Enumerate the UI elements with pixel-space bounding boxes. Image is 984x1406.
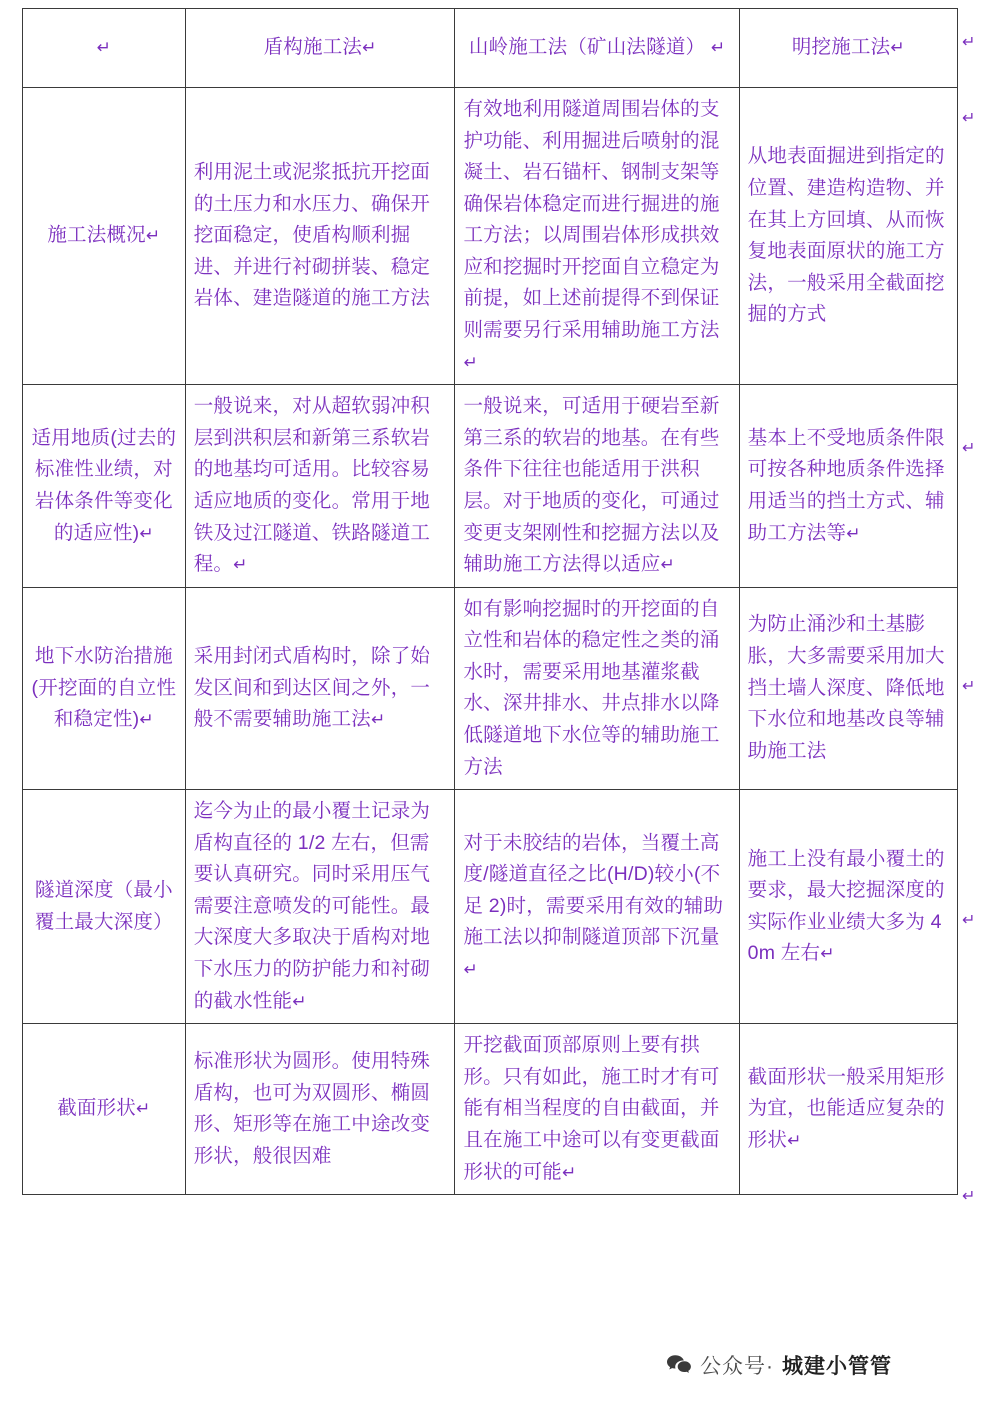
comparison-table (22, 8, 958, 1195)
cell-geology-shield: 一般说来，对从超软弱冲积层到洪积层和新第三系软岩的地基均可适用。比较容易适应地质的变化。常用于地铁及过江隧道、铁路隧道工程。↵ (185, 385, 455, 587)
cell-depth-cutandcover: 施工上没有最小覆土的要求，最大挖掘深度的实际作业业绩大多为 40m 左右↵ (739, 790, 957, 1024)
cell-groundwater-cutandcover: 为防止涌沙和土基膨胀，大多需要采用加大挡土墙人深度、降低地下水位和地基改良等辅助施工法 (739, 587, 957, 789)
footer-brand-name: 城建小管管 (782, 1355, 892, 1378)
table-row (23, 790, 958, 1024)
row-header-overview: 施工法概况↵ (23, 88, 186, 385)
page-bottom-edge (0, 1388, 984, 1406)
cell-overview-shield: 利用泥土或泥浆抵抗开挖面的土压力和水压力、确保开挖面稳定，使盾构顺利掘进、并进行衬砌拼装、稳定岩体、建造隧道的施工方法 (185, 88, 455, 385)
footer-prefix: 公众号· (700, 1355, 774, 1378)
cell-groundwater-mountain: 如有影响挖掘时的开挖面的自立性和岩体的稳定性之类的涌水时，需要采用地基灌浆截水、深井排水、井点排水以降低隧道地下水位等的辅助施工方法 (455, 587, 739, 789)
margin-paragraph-marks: ↵ ↵ ↵ ↵ ↵ ↵ (962, 34, 976, 1205)
footer-brand (666, 1350, 892, 1380)
column-header-mountain: 山岭施工法（矿山法隧道） ↵ (455, 9, 739, 88)
column-header-shield: 盾构施工法↵ (185, 9, 455, 88)
row-header-depth: 隧道深度（最小覆土最大深度） (23, 790, 186, 1024)
table-corner-cell: ↵ (23, 9, 186, 88)
table-row (23, 587, 958, 789)
table-row (23, 1024, 958, 1195)
cell-shape-cutandcover: 截面形状一般采用矩形为宜，也能适应复杂的形状↵ (739, 1024, 957, 1195)
column-header-cutandcover: 明挖施工法↵ (739, 9, 957, 88)
row-header-section-shape: 截面形状↵ (23, 1024, 186, 1195)
cell-geology-mountain: 一般说来，可适用于硬岩至新第三系的软岩的地基。在有些条件下往往也能适用于洪积层。对于地质的变化，可通过变更支架刚性和挖掘方法以及辅助施工方法得以适应↵ (455, 385, 739, 587)
document-page (0, 8, 984, 1406)
table-header-row (23, 9, 958, 88)
cell-depth-mountain: 对于未胶结的岩体，当覆土高度/隧道直径之比(H/D)较小(不足 2)时，需要采用有效的辅助施工法以抑制隧道顶部下沉量↵ (455, 790, 739, 1024)
cell-overview-cutandcover: 从地表面掘进到指定的位置、建造构造物、并在其上方回填、从而恢复地表面原状的施工方法，一般采用全截面挖掘的方式 (739, 88, 957, 385)
cell-depth-shield: 迄今为止的最小覆土记录为盾构直径的 1/2 左右，但需要认真研究。同时采用压气需要注意喷发的可能性。最大深度大多取决于盾构对地下水压力的防护能力和衬砌的截水性能↵ (185, 790, 455, 1024)
cell-groundwater-shield: 采用封闭式盾构时，除了始发区间和到达区间之外，一般不需要辅助施工法↵ (185, 587, 455, 789)
cell-shape-shield: 标准形状为圆形。使用特殊盾构，也可为双圆形、椭圆形、矩形等在施工中途改变形状，般很因难 (185, 1024, 455, 1195)
table-row (23, 385, 958, 587)
cell-overview-mountain: 有效地利用隧道周围岩体的支护功能、利用掘进后喷射的混凝土、岩石锚杆、钢制支架等确保岩体稳定而进行掘进的施工方法；以周围岩体形成拱效应和挖掘时开挖面自立稳定为前提，如上述前提得不到保证则需要另行采用辅助施工方法↵ (455, 88, 739, 385)
cell-shape-mountain: 开挖截面顶部原则上要有拱形。只有如此，施工时才有可能有相当程度的自由截面，并且在施工中途可以有变更截面形状的可能↵ (455, 1024, 739, 1195)
row-header-groundwater: 地下水防治措施(开挖面的自立性和稳定性)↵ (23, 587, 186, 789)
table-row (23, 88, 958, 385)
wechat-icon (666, 1354, 692, 1376)
cell-geology-cutandcover: 基本上不受地质条件限可按各种地质条件选择用适当的挡土方式、辅助工方法等↵ (739, 385, 957, 587)
row-header-geology: 适用地质(过去的标准性业绩，对岩体条件等变化的适应性)↵ (23, 385, 186, 587)
